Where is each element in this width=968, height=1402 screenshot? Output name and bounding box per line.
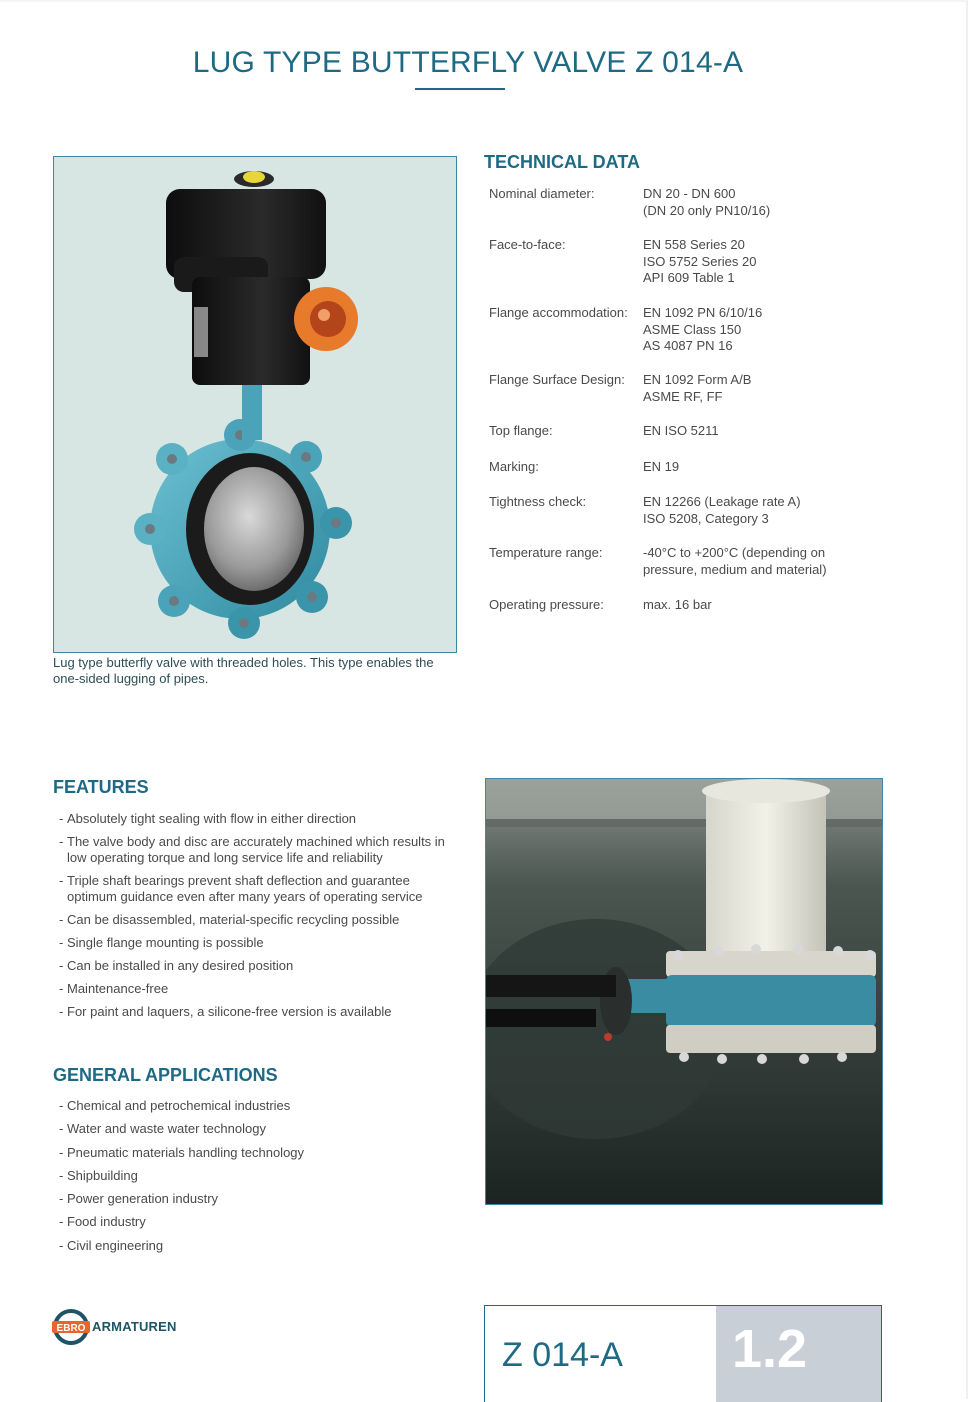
features-heading: FEATURES xyxy=(53,777,149,797)
tech-value-line: EN 1092 Form A/B xyxy=(643,372,752,387)
ebro-logo-icon xyxy=(52,1308,92,1348)
footer-page-number: 1.2 xyxy=(732,1319,808,1379)
valve-body xyxy=(666,975,876,1027)
feature-item: - Absolutely tight sealing with flow in either direction xyxy=(59,811,459,827)
valve-stem xyxy=(242,382,262,440)
tech-value-line: ASME RF, FF xyxy=(643,388,723,404)
tech-value-line: EN 12266 (Leakage rate A) xyxy=(643,494,801,509)
application-item: - Power generation industry xyxy=(59,1191,459,1207)
features-list xyxy=(59,811,459,1027)
footer-product-box xyxy=(484,1305,882,1402)
tech-value xyxy=(643,459,903,476)
actuator-shaft xyxy=(486,975,616,997)
tech-value xyxy=(643,545,903,578)
feature-item: - Can be installed in any desired position xyxy=(59,958,459,974)
pneumatic-actuator xyxy=(166,171,326,385)
tech-label: Nominal diameter: xyxy=(489,186,595,201)
tech-value-line: AS 4087 PN 16 xyxy=(643,338,733,353)
tech-value xyxy=(643,423,903,440)
tech-label: Top flange: xyxy=(489,423,553,438)
ebro-armaturen-logo xyxy=(52,1308,192,1348)
position-indicator xyxy=(294,287,358,351)
feature-item: - Triple shaft bearings prevent shaft deflection and guarantee optimum guidance even after many years of operating service xyxy=(59,873,459,905)
tech-label: Tightness check: xyxy=(489,494,587,509)
feature-item: - Can be disassembled, material-specific recycling possible xyxy=(59,912,459,928)
application-item: - Pneumatic materials handling technology xyxy=(59,1145,459,1161)
tech-value xyxy=(643,305,903,355)
installation-photo xyxy=(485,778,883,1205)
tech-value-line: API 609 Table 1 xyxy=(643,270,735,285)
installed-valve-illustration xyxy=(486,779,882,1204)
tech-value xyxy=(643,186,903,219)
tech-value-line: EN 558 Series 20 xyxy=(643,237,745,252)
feature-item: - Maintenance-free xyxy=(59,981,459,997)
applications-list xyxy=(59,1098,459,1261)
tech-value-line: EN ISO 5211 xyxy=(643,423,719,438)
tech-label: Temperature range: xyxy=(489,545,603,560)
title-underline xyxy=(415,88,505,90)
feature-item: - For paint and laquers, a silicone-free version is available xyxy=(59,1004,459,1020)
tech-value-line: ISO 5208, Category 3 xyxy=(643,510,769,526)
butterfly-valve-illustration xyxy=(54,157,456,652)
tech-label: Flange accommodation: xyxy=(489,305,628,320)
technical-data-heading: TECHNICAL DATA xyxy=(484,152,640,172)
tech-value-line: EN 19 xyxy=(643,459,680,474)
product-photo xyxy=(53,156,457,653)
tech-value xyxy=(643,372,903,405)
tech-value-line: max. 16 bar xyxy=(643,597,712,612)
tech-label: Face-to-face: xyxy=(489,237,566,252)
tech-label: Operating pressure: xyxy=(489,597,604,612)
application-item: - Food industry xyxy=(59,1214,459,1230)
page-title: LUG TYPE BUTTERFLY VALVE Z 014-A xyxy=(192,46,744,79)
logo-mark-text: EBRO xyxy=(56,1323,86,1334)
product-photo-caption: Lug type butterfly valve with threaded holes. This type enables the one-sided lugging of pipes. xyxy=(53,655,434,686)
application-item: - Water and waste water technology xyxy=(59,1121,459,1137)
tech-value-line: DN 20 - DN 600 xyxy=(643,186,736,201)
tech-value xyxy=(643,237,903,287)
upper-flange xyxy=(666,951,876,977)
tech-value xyxy=(643,597,903,614)
tech-value-line: EN 1092 PN 6/10/16 xyxy=(643,305,763,320)
lower-flange xyxy=(666,1025,876,1053)
tech-label: Flange Surface Design: xyxy=(489,372,625,387)
tech-value-line: -40°C to +200°C (depending on xyxy=(643,545,826,560)
application-item: - Civil engineering xyxy=(59,1238,459,1254)
tech-value-line: ASME Class 150 xyxy=(643,321,742,337)
pipe xyxy=(706,787,826,957)
feature-item: - The valve body and disc are accurately machined which results in low operating torque and long service life and reliability xyxy=(59,834,459,866)
valve-body xyxy=(134,419,352,639)
applications-heading: GENERAL APPLICATIONS xyxy=(53,1065,278,1085)
application-item: - Shipbuilding xyxy=(59,1168,459,1184)
tech-label: Marking: xyxy=(489,459,539,474)
footer-page-badge xyxy=(716,1306,881,1402)
tech-value-line: ISO 5752 Series 20 xyxy=(643,253,757,269)
logo-text: ARMATUREN xyxy=(92,1319,177,1334)
footer-product-code: Z 014-A xyxy=(502,1336,623,1374)
feature-item: - Single flange mounting is possible xyxy=(59,935,459,951)
tech-value xyxy=(643,494,903,527)
tech-value-line: (DN 20 only PN10/16) xyxy=(643,202,771,218)
application-item: - Chemical and petrochemical industries xyxy=(59,1098,459,1114)
tech-value-line: pressure, medium and material) xyxy=(643,561,827,577)
